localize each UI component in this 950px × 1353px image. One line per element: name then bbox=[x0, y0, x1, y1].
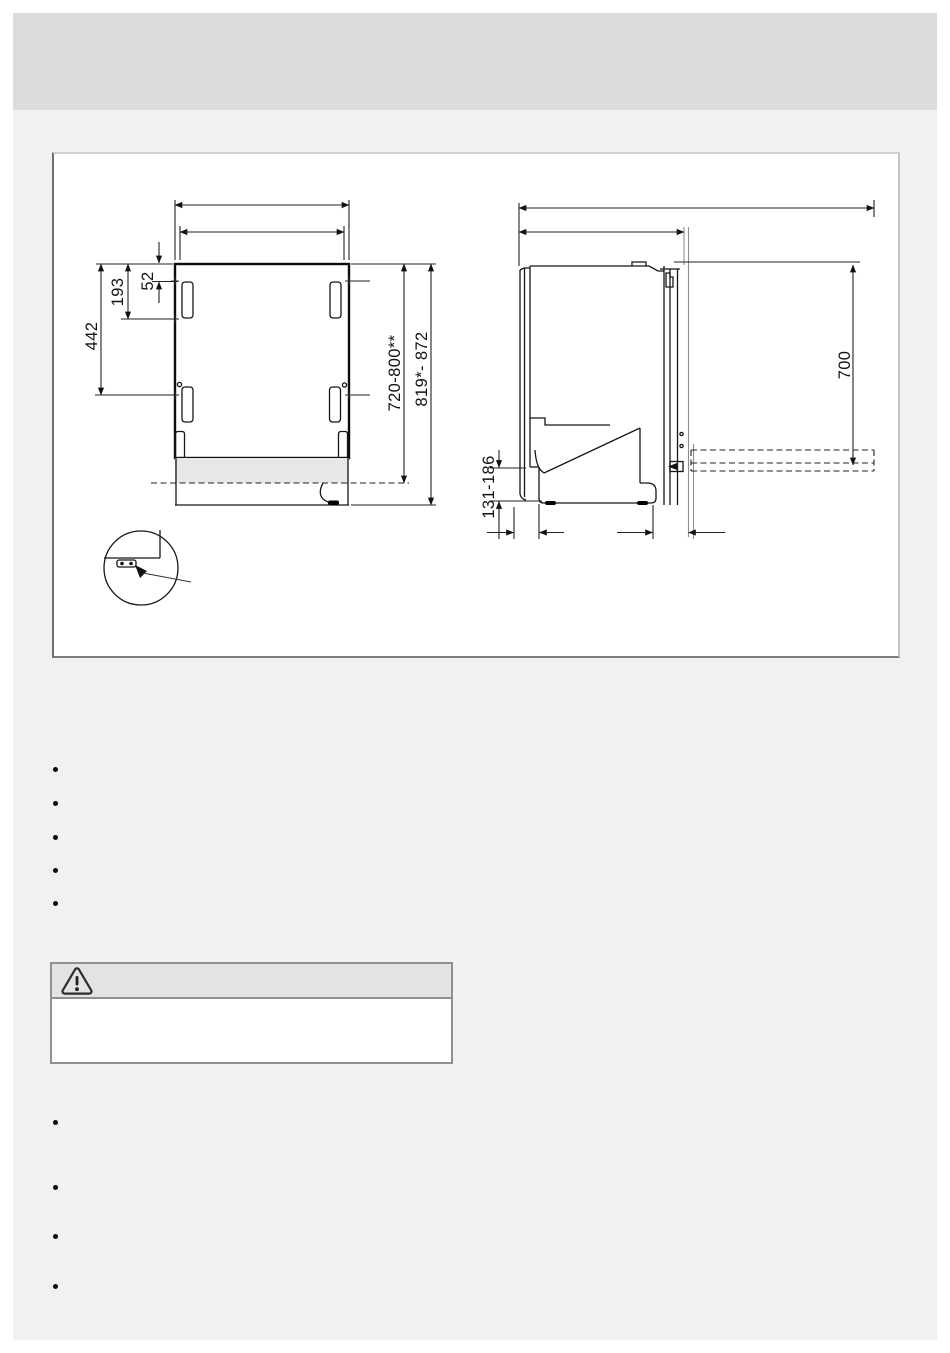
screw-reference-marks bbox=[171, 277, 353, 399]
rear-foot bbox=[637, 501, 648, 505]
bullet-dot bbox=[53, 1120, 58, 1125]
warning-box bbox=[50, 962, 453, 1064]
adjustable-foot bbox=[328, 501, 339, 506]
bullet-dot bbox=[53, 1185, 58, 1190]
bullet-dot bbox=[53, 901, 58, 906]
appliance-rear-panel bbox=[175, 264, 349, 458]
bullet-dot bbox=[53, 767, 58, 772]
bullet-dot bbox=[53, 835, 58, 840]
toekick-board-dashed bbox=[691, 450, 874, 471]
warning-triangle-icon bbox=[58, 966, 96, 996]
installation-diagram-figure bbox=[52, 152, 900, 658]
dim-label-toekick-range: 131-186 bbox=[480, 455, 498, 519]
bullet-dot bbox=[53, 868, 58, 873]
dim-label-niche-height: 720-800** bbox=[386, 334, 404, 412]
front-foot bbox=[545, 501, 556, 505]
bullet-dot bbox=[53, 1284, 58, 1289]
side-view-drawing bbox=[480, 200, 874, 539]
mounting-slots bbox=[182, 282, 341, 422]
dim-label-52: 52 bbox=[139, 271, 157, 291]
warning-body bbox=[52, 999, 451, 1062]
dim-label-193: 193 bbox=[109, 277, 127, 307]
dim-label-overall-height: 819*- 872 bbox=[413, 331, 431, 407]
detail-arrow bbox=[135, 565, 147, 578]
dim-label-700: 700 bbox=[836, 350, 854, 380]
detail-circle-foot bbox=[104, 530, 191, 605]
side-view-dimensions bbox=[487, 200, 874, 539]
header-band bbox=[13, 13, 937, 110]
front-view-drawing bbox=[83, 200, 436, 505]
warning-header bbox=[52, 964, 451, 999]
dimension-drawing-svg bbox=[54, 154, 898, 656]
bullet-dot bbox=[53, 1234, 58, 1239]
dim-label-442: 442 bbox=[83, 321, 101, 351]
bullet-dot bbox=[53, 801, 58, 806]
content-area bbox=[13, 110, 937, 1340]
